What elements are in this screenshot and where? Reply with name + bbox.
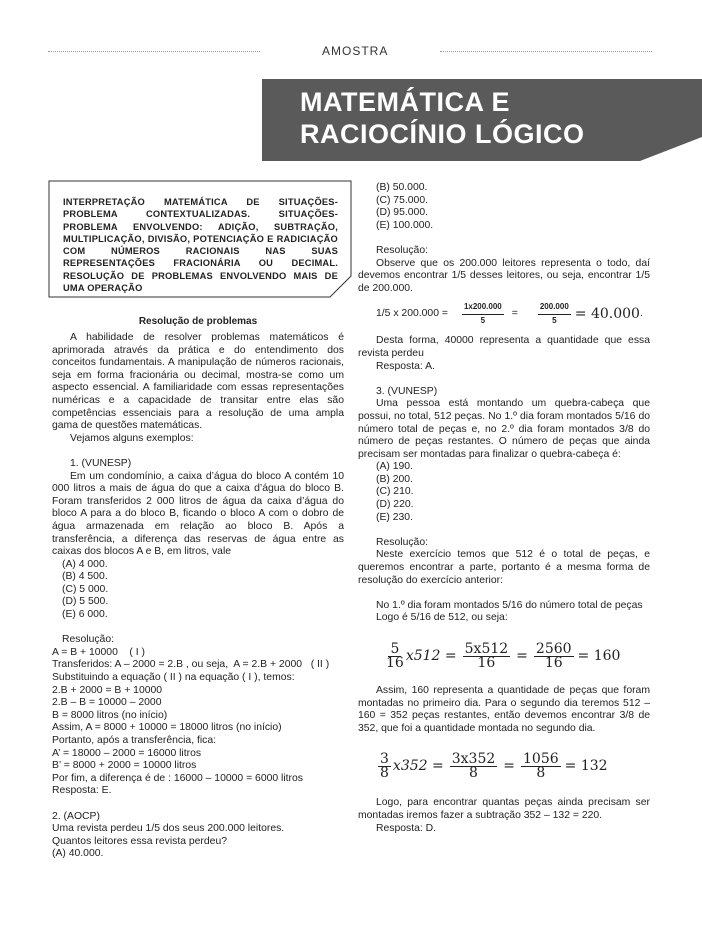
q3-line: Logo é 5/16 de 512, ou seja:: [376, 612, 508, 624]
q1-solution-line: Portanto, após a transferência, fica:: [52, 735, 217, 746]
q2-option: (B) 50.000.: [376, 182, 428, 193]
q1-option: (B) 4 500.: [62, 571, 108, 583]
q2-option: (D) 95.000.: [376, 207, 428, 219]
eq2-den: 8: [469, 764, 478, 781]
eq1-fraction: [534, 640, 574, 671]
q1-solution-line: 2.B + 2000 = B + 10000: [52, 684, 163, 696]
q2-option: (A) 40.000.: [52, 848, 104, 860]
q3-equation-2: [376, 741, 650, 791]
q2-equation: [358, 299, 650, 329]
eq1-num: 5x512: [464, 640, 509, 657]
q2-eq-equals: =: [511, 308, 518, 320]
eq1-mid: x512 =: [405, 647, 457, 664]
q3-option: (B) 200.: [376, 473, 413, 485]
q1-option: (A) 4 000.: [62, 558, 108, 570]
q1-solution-line: Por fim, a diferença é de : 16000 – 10000 = 6000 litros: [52, 772, 303, 784]
eq1-fraction: [463, 640, 511, 671]
q3-option: (C) 210.: [376, 486, 414, 498]
eq1-num: 5: [390, 640, 400, 657]
eq2-den: 8: [380, 764, 389, 781]
q2-solution-text: Observe que os 200.000 leitores representa o todo, daí devemos encontrar 1/5 desses leitores, ou seja, encontrar 1/5 de 200.000.: [358, 257, 650, 294]
eq2-num: 3: [380, 751, 389, 768]
q3-option: (A) 190.: [376, 461, 413, 473]
eq1-den: 16: [386, 654, 404, 671]
eq2-fraction: [378, 753, 391, 779]
eq2-fraction: [450, 753, 498, 779]
q1-solution-line: B = 8000 litros (no início): [52, 709, 168, 721]
q2-eq-dot: .: [639, 308, 643, 320]
q1-solution: [52, 634, 344, 861]
eq2-result: = 132: [564, 758, 608, 775]
eq2-mid: x352 =: [392, 758, 444, 775]
q1-heading: 1. (VUNESP): [70, 457, 132, 469]
q1-solution-line: A = B + 10000 ( I ): [52, 646, 145, 658]
eq1-num: 2560: [535, 640, 572, 657]
eq2-num: 1056: [523, 751, 559, 768]
q3-solution-text: Neste exercício temos que 512 é o total de peças, e queremos encontrar a parte, portanto é a mesma forma de resolução do exercício anterior:: [358, 549, 650, 586]
q3-option: (D) 220.: [376, 499, 414, 511]
q3-paragraph: Assim, 160 representa a quantidade de peças que foram montadas no primeiro dia. Para o segundo dia teremos 512 – 160 = 352 peças restantes, então devemos encontrar 3/8 de 352, que foi a quantidade montada no segundo dia.: [358, 685, 650, 734]
eq2-num: 3x352: [451, 751, 496, 768]
page-title-line1: MATEMÁTICA E: [300, 87, 510, 117]
q1-solution-line: 2.B – B = 10000 – 2000: [52, 697, 162, 709]
intro-examples: Vejamos alguns exemplos:: [70, 432, 194, 444]
eq2-equals: =: [503, 758, 515, 775]
eq1-den: 16: [544, 654, 563, 671]
q2-eq-num: 200.000: [538, 301, 571, 315]
q2-heading: 2. (AOCP): [52, 810, 100, 822]
q3-answer: Resposta: D.: [376, 822, 437, 834]
page-title-line2: RACIOCÍNIO LÓGICO: [300, 119, 585, 149]
q2-text-line: Uma revista perdeu 1/5 dos seus 200.000 leitores.: [52, 823, 285, 835]
intro-paragraph: A habilidade de resolver problemas matemáticos é aprimorada através da prática e do entendimento dos conceitos fundamentais. A manipulação de números racionais, seja em forma fracionária ou decimal, mostra-se como um aspecto essencial. A familiaridade com essas representações numéricas e a capacidade de transitar entre elas são competências essenciais para a resolução de uma ampla gama de questões matemáticas.: [52, 332, 344, 432]
q2-conclusion: Desta forma, 40000 representa a quantidade que essa revista perdeu: [358, 335, 650, 359]
q2-eq-lhs: 1/5 x 200.000 =: [376, 308, 448, 320]
q2-eq-den: 5: [552, 315, 557, 325]
q3-equation-1: [384, 631, 650, 681]
eq2-fraction: [521, 753, 561, 779]
q3-text: Uma pessoa está montando um quebra-cabeça que possui, no total, 512 peças. No 1.º dia foram montados 5/16 do número total de peças e, no 2.º dia foram montados 3/8 do número de peças restantes. O número de peças que ainda precisam ser montadas para finalizar o quebra-cabeça é:: [358, 398, 650, 460]
q2-answer: Resposta: A.: [376, 360, 435, 372]
q1-solution-line: Transferidos: A – 2000 = 2.B , ou seja, A = 2.B + 2000 ( II ): [52, 659, 330, 671]
q2-option: (C) 75.000.: [376, 194, 428, 206]
header-label: AMOSTRA: [322, 44, 389, 58]
q2-text-line: Quantos leitores essa revista perdeu?: [52, 835, 228, 847]
q3-solution-heading: Resolução:: [376, 536, 428, 548]
q3-line: No 1.º dia foram montados 5/16 do número total de peças: [376, 599, 643, 611]
q1-option: (C) 5 000.: [62, 583, 109, 595]
q1-option: (E) 6 000.: [62, 609, 108, 621]
q1-solution-line: Substituindo a equação ( II ) na equação ( I ), temos:: [52, 672, 295, 684]
q3-heading: 3. (VUNESP): [376, 385, 438, 397]
q1-solution-line: Assim, A = 8000 + 10000 = 18000 litros (no início): [52, 722, 282, 734]
q1-solution-line: A’ = 18000 – 2000 = 16000 litros: [52, 747, 202, 759]
header-rule-right: [440, 51, 652, 52]
q1-text: Em um condomínio, a caixa d’água do bloco A contém 10 000 litros a mais de água do que a caixa d’água do bloco B. Foram transferidos 2 000 litros de água da caixa d’água do bloco A para a do bloco B, ficando o bloco A com o dobro de água armazenada em relação ao bloco B. Após a transferência, a diferença das reservas de água entre as caixas dos blocos A e B, em litros, vale: [52, 470, 344, 558]
section-title: Resolução de problemas: [138, 316, 258, 327]
topic-text: INTERPRETAÇÃO MATEMÁTICA DE SITUAÇÕES-PROBLEMA CONTEXTUALIZADAS. SITUAÇÕES-PROBLEMA ENVOLVENDO: ADIÇÃO, SUBTRAÇÃO, MULTIPLICAÇÃO, DIVISÃO, POTENCIAÇÃO E RADICIAÇÃO COM NÚMEROS RACIONAIS NAS SUAS REPRESENTAÇÕES FRACIONÁRIA OU DECIMAL. RESOLUÇÃO DE PROBLEMAS ENVOLVENDO MAIS DE UMA OPERAÇÃO: [63, 197, 338, 294]
left-column: [52, 316, 344, 861]
eq2-den: 8: [536, 764, 546, 781]
q2-option: (E) 100.000.: [376, 219, 434, 231]
right-column: [358, 182, 650, 835]
q2-eq-den: 5: [480, 315, 486, 325]
eq1-equals: =: [516, 647, 528, 664]
q2-eq-result: = 40.000: [574, 306, 640, 323]
q3-option: (E) 230.: [376, 511, 413, 523]
q1-option: (D) 5 500.: [62, 596, 109, 608]
q3-paragraph: Logo, para encontrar quantas peças ainda precisam ser montadas iremos fazer a subtração 352 – 132 = 220.: [358, 797, 650, 821]
eq1-den: 16: [477, 654, 496, 671]
q1-solution-line: Resposta: E.: [52, 785, 112, 797]
q1-solution-line: B’ = 8000 + 2000 = 10000 litros: [52, 760, 197, 772]
q2-eq-fraction: [462, 301, 504, 327]
q1-solution-line: Resolução:: [62, 634, 114, 646]
header-rule-left: [48, 51, 260, 52]
eq1-result: = 160: [577, 647, 621, 664]
q2-eq-num: 1x200.000: [462, 301, 504, 315]
page-title: [300, 86, 585, 150]
eq1-fraction: [386, 640, 404, 671]
q2-solution-heading: Resolução:: [376, 244, 428, 256]
q2-eq-fraction: [538, 301, 571, 327]
